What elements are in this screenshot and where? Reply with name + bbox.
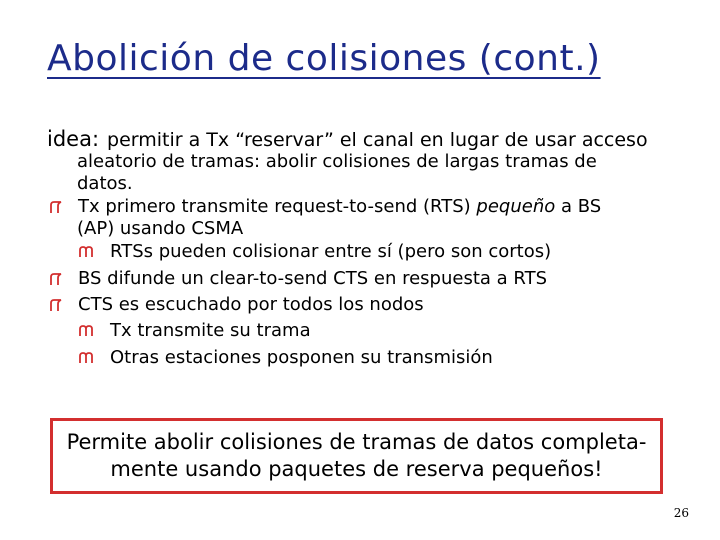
flag-bullet-icon: [49, 272, 63, 286]
idea-text-1: permitir a Tx “reservar” el canal en lugar de usar acceso: [107, 129, 648, 151]
m-bullet-icon: [79, 245, 93, 259]
flag-bullet-icon: [49, 200, 63, 214]
sub-bullet-2: Tx transmite su trama: [110, 320, 311, 341]
idea-label: idea:: [47, 127, 100, 151]
bullet-1-text-before: Tx primero transmite request-to-send (RTS): [78, 196, 477, 217]
m-bullet-icon: [79, 324, 93, 338]
bullet-1-continuation: (AP) usando CSMA: [77, 218, 244, 239]
callout-text: [67, 429, 647, 483]
sub-bullet-1: RTSs pueden colisionar entre sí (pero son cortos): [110, 241, 552, 262]
bullet-3: CTS es escuchado por todos los nodos: [78, 294, 424, 315]
callout-box: [50, 418, 663, 494]
slide-title: Abolición de colisiones (cont.): [47, 38, 601, 79]
bullet-2: BS difunde un clear-to-send CTS en respuesta a RTS: [78, 268, 548, 289]
idea-line: [47, 128, 707, 151]
idea-text-3: datos.: [77, 173, 133, 194]
bullet-1-text-after: a BS: [555, 196, 602, 217]
m-bullet-icon: [79, 351, 93, 365]
sub-bullet-3: Otras estaciones posponen su transmisión: [110, 347, 493, 368]
callout-line-1: Permite abolir colisiones de tramas de datos completa-: [66, 430, 647, 454]
bullet-1: [78, 196, 601, 218]
bullet-1-emphasis: pequeño: [476, 196, 556, 217]
idea-text-2: aleatorio de tramas: abolir colisiones de largas tramas de: [77, 151, 597, 172]
callout-line-2: mente usando paquetes de reserva pequeños!: [110, 457, 603, 481]
page-number: 26: [673, 506, 689, 520]
flag-bullet-icon: [49, 298, 63, 312]
